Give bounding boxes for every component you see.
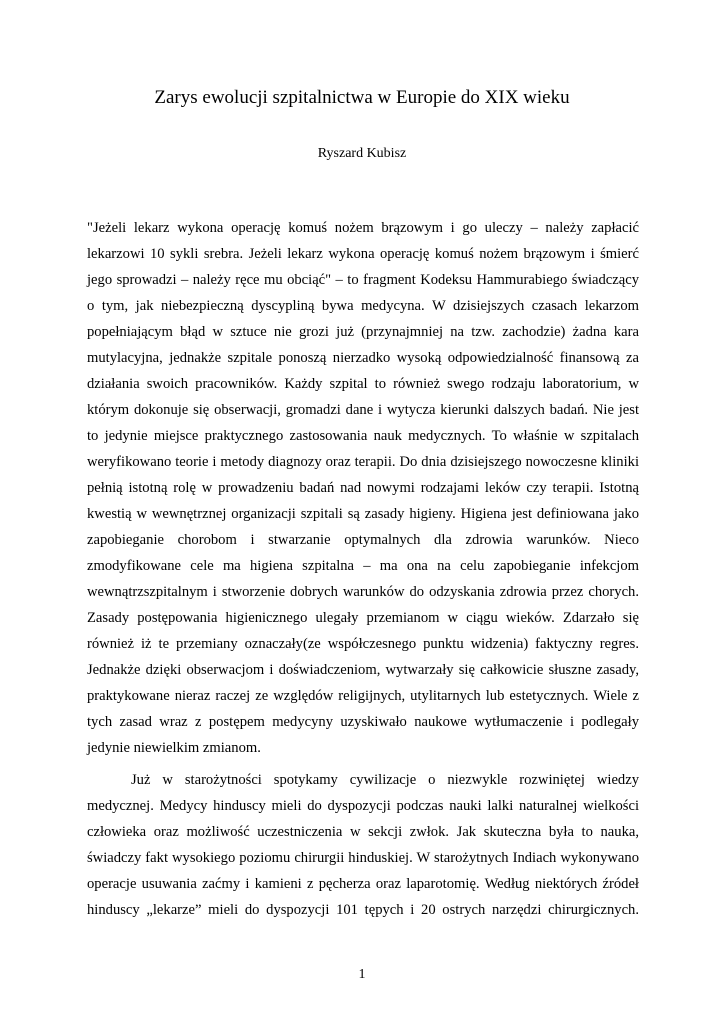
paragraph-line: mutylacyjna, jednakże szpitale ponoszą nierzadko wysoką odpowiedzialność finansową za <box>87 350 639 366</box>
paragraph-line: świadczy fakt wysokiego poziomu chirurgii hinduskiej. W starożytnych Indiach wykonywano <box>87 850 639 866</box>
paragraph-line: operacje usuwania zaćmy i kamieni z pęcherza oraz laparotomię. Według niektórych źródeł <box>87 876 639 892</box>
paragraph-line: o tym, jak niebezpieczną dyscypliną bywa medycyna. W dzisiejszych czasach lekarzom <box>87 298 639 314</box>
paragraph-line: popełniającym błąd w sztuce nie grozi już (przynajmniej na tzw. zachodzie) żadna kara <box>87 324 639 340</box>
paragraph-line: to jedynie miejsce praktycznego zastosowania nauk medycznych. To właśnie w szpitalach <box>87 428 639 444</box>
paragraph-line: tych zasad wraz z postępem medycyny uzyskiwało naukowe wytłumaczenie i podlegały <box>87 714 639 730</box>
paragraph-line: również iż te przemiany oznaczały(ze współczesnego punktu widzenia) faktyczny regres. <box>87 636 639 652</box>
paragraph-line: człowieka oraz możliwość uczestniczenia w sekcji zwłok. Jak skuteczna była to nauka, <box>87 824 639 840</box>
paragraph-line: pełnią istotną rolę w prowadzeniu badań nad nowymi rodzajami leków czy terapii. Istotną <box>87 480 639 496</box>
paragraph-line: hinduscy „lekarze” mieli do dyspozycji 101 tępych i 20 ostrych narzędzi chirurgicznych. <box>87 902 639 918</box>
paragraph-line: zmodyfikowane cele ma higiena szpitalna – ma ona na celu zapobieganie infekcjom <box>87 558 639 574</box>
paragraph-line: jego sprowadzi – należy ręce mu obciąć" – to fragment Kodeksu Hammurabiego świadczący <box>87 272 639 288</box>
paragraph-line: Już w starożytności spotykamy cywilizacje o niezwykle rozwiniętej wiedzy <box>131 772 639 788</box>
paragraph-line: kwestią w wewnętrznej organizacji szpitali są zasady higieny. Higiena jest definiowana jako <box>87 506 639 522</box>
paragraph-line: medycznej. Medycy hinduscy mieli do dyspozycji podczas nauki lalki naturalnej wielkości <box>87 798 639 814</box>
page-number: 1 <box>358 967 366 982</box>
paragraph-line: "Jeżeli lekarz wykona operację komuś nożem brązowym i go uleczy – należy zapłacić <box>87 220 639 236</box>
paragraph-line: działania swoich pracowników. Każdy szpital to również swego rodzaju laboratorium, w <box>87 376 639 392</box>
paragraph-2 <box>87 767 639 923</box>
paragraph-line: zapobieganie chorobom i stwarzanie optymalnych dla zdrowia warunków. Nieco <box>87 532 639 548</box>
paragraph-line: weryfikowano teorie i metody diagnozy oraz terapii. Do dnia dzisiejszego nowoczesne kliniki <box>87 454 639 470</box>
paragraph-line: Zasady postępowania higienicznego ulegały przemianom w ciągu wieków. Zdarzało się <box>87 610 639 626</box>
document-author: Ryszard Kubisz <box>317 146 407 161</box>
paragraph-1 <box>87 215 639 761</box>
paragraph-line: jedynie niewielkim zmianom. <box>87 740 261 756</box>
document-title: Zarys ewolucji szpitalnictwa w Europie do XIX wieku <box>154 87 570 108</box>
paragraph-line: którym dokonuje się obserwacji, gromadzi dane i wytycza kierunki dalszych badań. Nie jest <box>87 402 639 418</box>
paragraph-line: Jednakże dzięki obserwacjom i doświadczeniom, wytwarzały się całkowicie słuszne zasady, <box>87 662 639 678</box>
paragraph-line: lekarzowi 10 sykli srebra. Jeżeli lekarz wykona operację komuś nożem brązowym i śmierć <box>87 246 639 262</box>
paragraph-line: wewnątrzszpitalnym i stworzenie dobrych warunków do odzyskania zdrowia przez chorych. <box>87 584 639 600</box>
paragraph-line: praktykowane nieraz raczej ze względów religijnych, utylitarnych lub estetycznych. Wiele z <box>87 688 639 704</box>
